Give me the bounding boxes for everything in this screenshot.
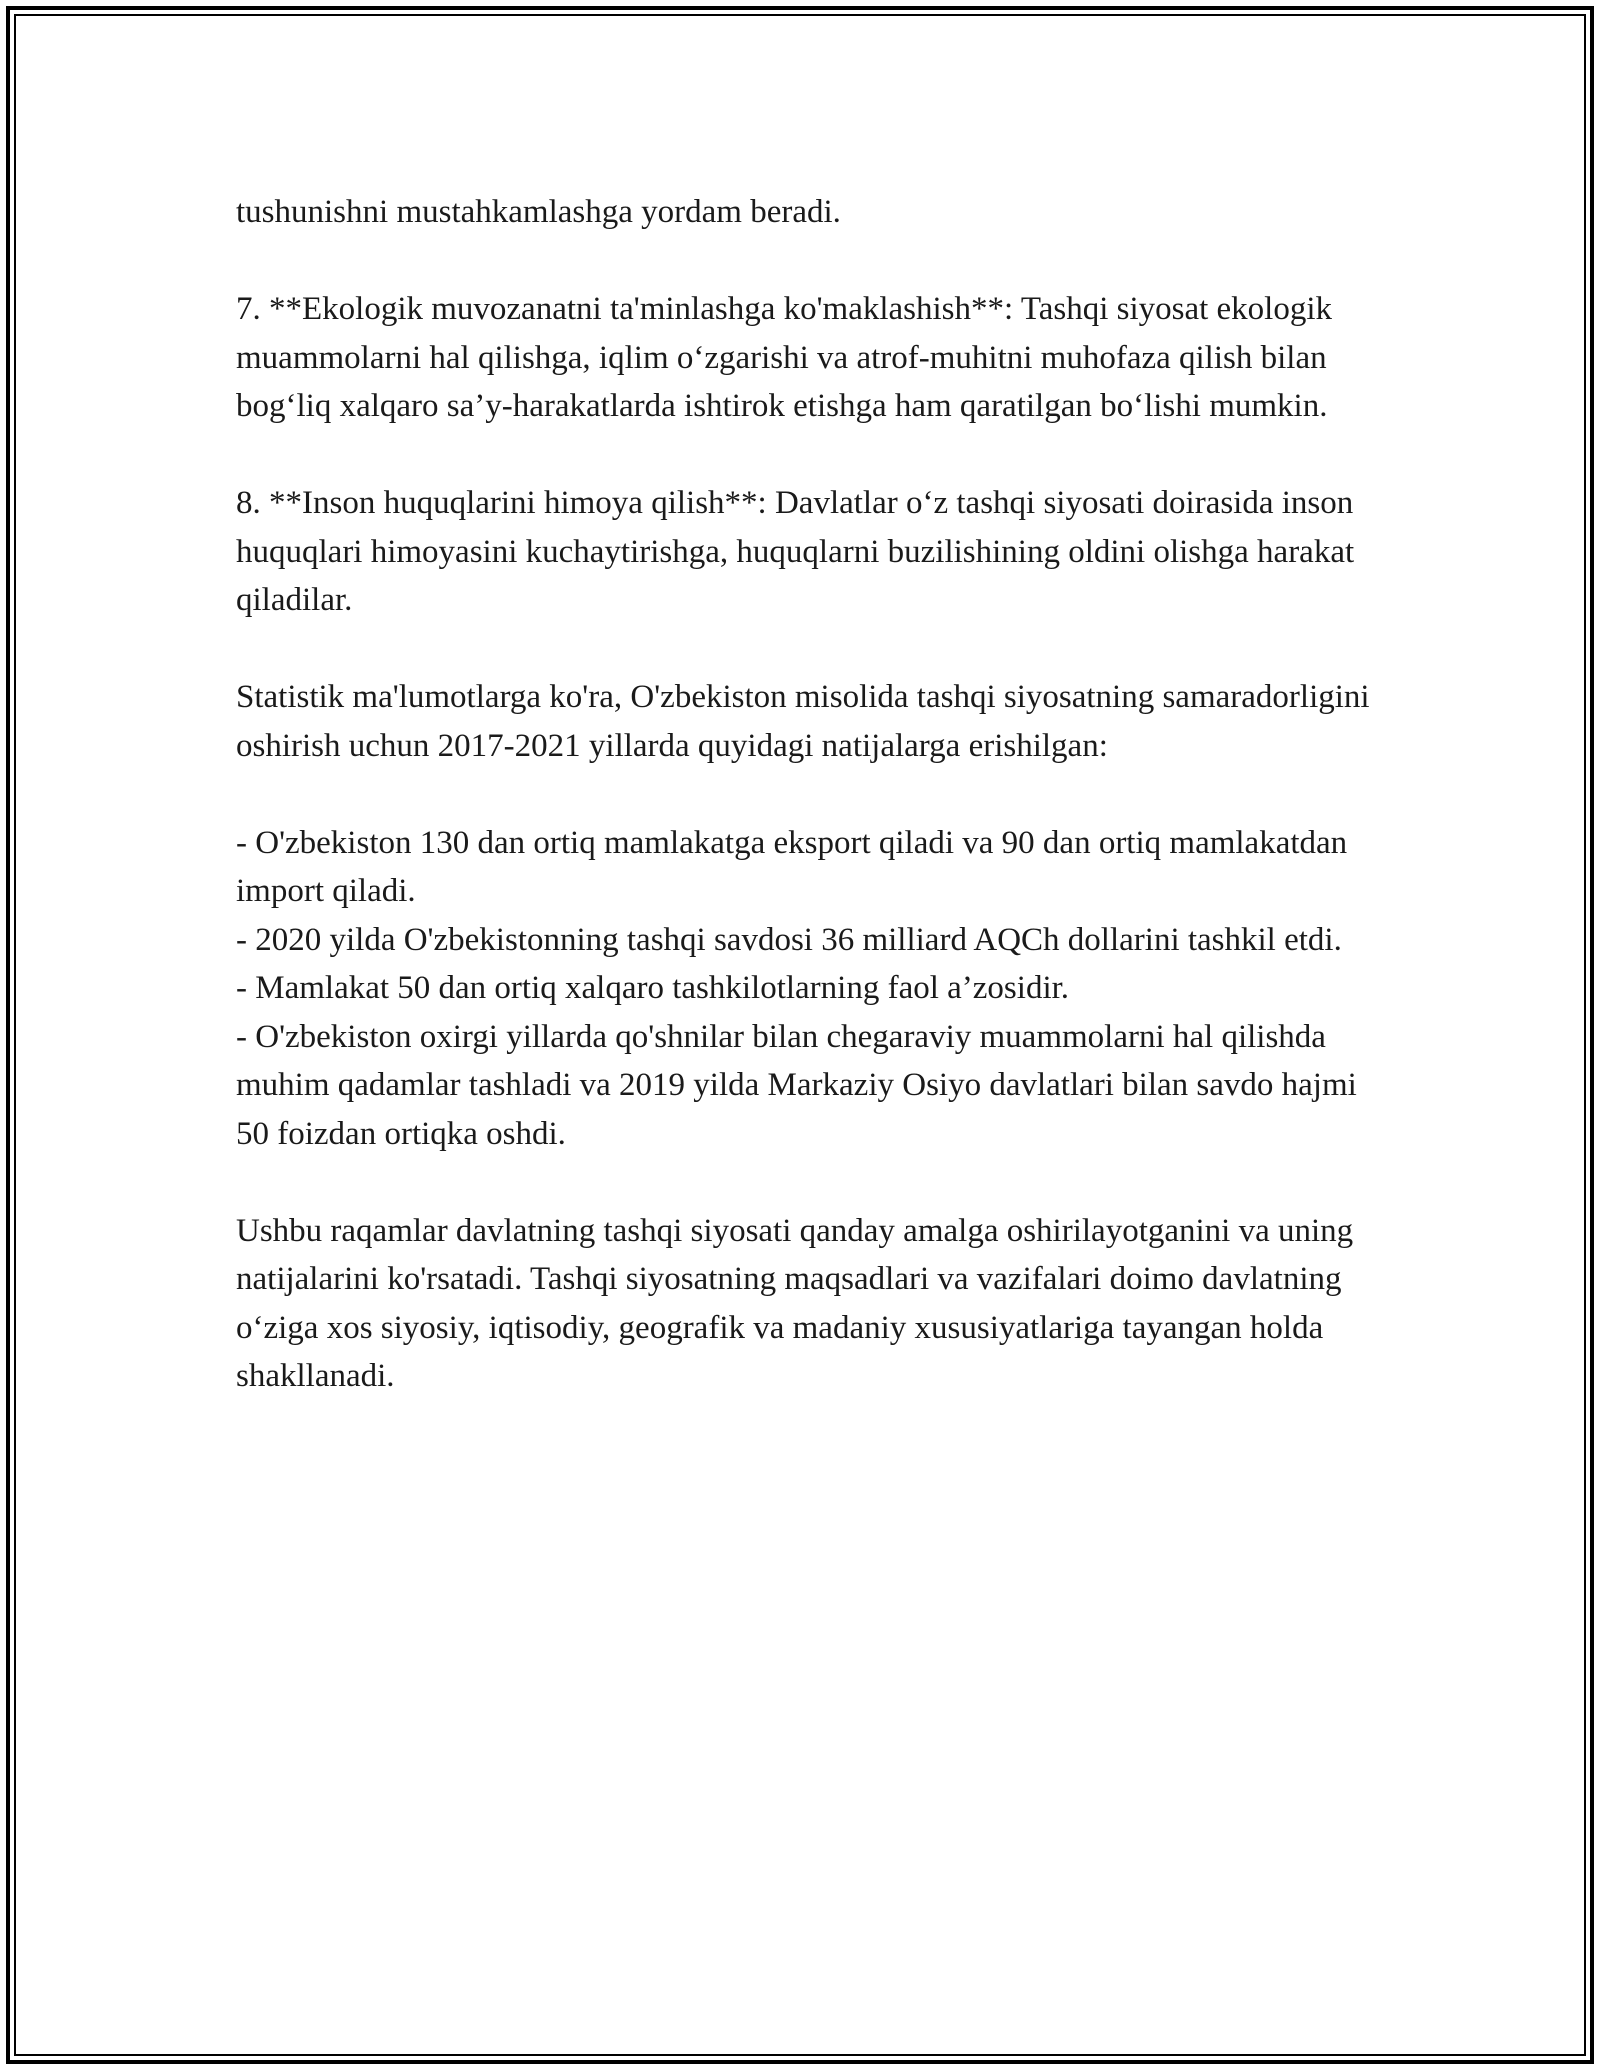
statistics-list: [236, 819, 1376, 1159]
paragraph-item-8-human-rights: 8. **Inson huquqlarini himoya qilish**: Davlatlar o‘z tashqi siyosati doirasida inson huquqlari himoyasini kuchaytirishga, huquqlarni buzilishining oldini olishga harakat qiladilar.: [236, 485, 1355, 618]
list-item: - O'zbekiston 130 dan ortiq mamlakatga eksport qiladi va 90 dan ortiq mamlakatdan import qiladi.: [236, 824, 1348, 909]
paragraph-continuation: tushunishni mustahkamlashga yordam beradi.: [236, 194, 841, 230]
paragraph-closing: Ushbu raqamlar davlatning tashqi siyosati qanday amalga oshirilayotganini va uning natijalarini ko'rsatadi. Tashqi siyosatning maqsadlari va vazifalari doimo davlatning o‘ziga xos siyosiy, iqtisodiy, geografik va madaniy xususiyatlariga tayangan holda shakllanadi.: [236, 1212, 1354, 1394]
document-body: [236, 188, 1376, 1449]
list-item: - Mamlakat 50 dan ortiq xalqaro tashkilotlarning faol a’zosidir.: [236, 970, 1070, 1006]
list-item: - 2020 yilda O'zbekistonning tashqi savdosi 36 milliard AQCh dollarini tashkil etdi.: [236, 921, 1342, 958]
paragraph-statistics-intro: Statistik ma'lumotlarga ko'ra, O'zbekiston misolida tashqi siyosatning samaradorligini oshirish uchun 2017-2021 yillarda quyidagi natijalarga erishilgan:: [236, 679, 1370, 764]
list-item: - O'zbekiston oxirgi yillarda qo'shnilar bilan chegaraviy muammolarni hal qilishda muhim qadamlar tashladi va 2019 yilda Markaziy Osiyo davlatlari bilan savdo hajmi 50 foizdan ortiqka oshdi.: [236, 1018, 1357, 1152]
paragraph-item-7-ecological-balance: 7. **Ekologik muvozanatni ta'minlashga ko'maklashish**: Tashqi siyosat ekologik muammolarni hal qilishga, iqlim o‘zgarishi va atrof-muhitni muhofaza qilish bilan bog‘liq xalqaro sa’y-harakatlarda ishtirok etishga ham qaratilgan bo‘lishi mumkin.: [236, 291, 1333, 424]
